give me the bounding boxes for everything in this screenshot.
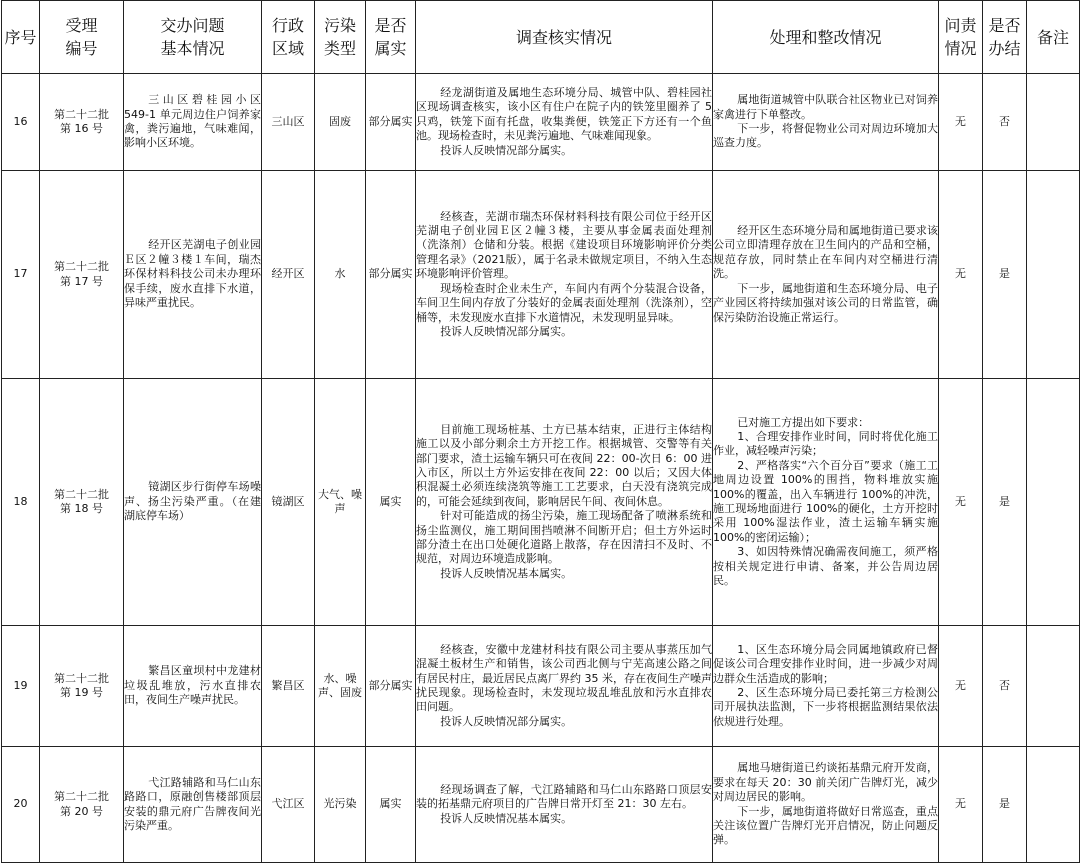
cell-handling: 属地马塘街道已约谈拓基鼎元府开发商，要求在每天 20：30 前关闭广告牌灯光，减少对周边居民的影响。 下一步，属地街道将做好日常巡查，重点关注该位置广告牌灯光开启情况，防止问题反弹。 [713,747,939,863]
cell-issue: 繁昌区童坝村中龙建材垃圾乱堆放，污水直排农田，夜间生产噪声扰民。 [124,626,262,747]
cell-investigation: 经核查，安徽中龙建材科技有限公司主要从事蒸压加气混凝土板材生产和销售，该公司西北侧与宁芜高速公路之间有居民村庄，最近居民点离厂界约 35 米，存在夜间生产噪声扰民现象。现场检查时，未发现垃圾乱堆乱放和污水直排农田问题。 投诉人反映情况部分属实。 [416,626,713,747]
cell-pollution: 水 [315,171,366,379]
cell-verified: 属实 [366,379,416,626]
cell-closed: 否 [983,74,1027,171]
cell-pollution: 光污染 [315,747,366,863]
cell-verified: 部分属实 [366,171,416,379]
cell-handling: 经开区生态环境分局和属地街道已要求该公司立即清理存放在卫生间内的产品和空桶，规范存放，同时禁止在车间内对空桶进行清洗。 下一步，属地街道和生态环境分局、电子产业园区将持续加强对该公司的日常监管，确保污染防治设施正常运行。 [713,171,939,379]
table-row [2,379,1080,626]
cell-district: 镜湖区 [262,379,315,626]
cell-verified: 部分属实 [366,74,416,171]
cell-closed: 是 [983,379,1027,626]
cell-case-no: 第二十二批 第 18 号 [40,379,124,626]
cell-handling: 1、区生态环境分局会同属地镇政府已督促该公司合理安排作业时间，进一步减少对周边群众生活造成的影响； 2、区生态环境分局已委托第三方检测公司开展执法监测，下一步将根据监测结果依法依规进行处理。 [713,626,939,747]
cell-district: 三山区 [262,74,315,171]
cell-accountability: 无 [939,379,983,626]
cell-issue: 镜湖区步行街停车场噪声、扬尘污染严重。（在建湖底停车场） [124,379,262,626]
header-closed: 是否 办结 [983,1,1027,74]
cell-case-no: 第二十二批 第 19 号 [40,626,124,747]
cell-remarks [1027,626,1080,747]
table-row [2,171,1080,379]
cell-district: 弋江区 [262,747,315,863]
cell-accountability: 无 [939,626,983,747]
cell-investigation: 目前施工现场桩基、土方已基本结束，正进行主体结构施工以及小部分剩余土方开挖工作。根据城管、交警等有关部门要求，渣土运输车辆只可在夜间 22：00-次日 6：00 进入市区，所以土方外运安排在夜间 22：00 以后；又因大体积混凝土必须连续浇筑等施工工艺要求，白天没有浇筑完成的，可能会延续到夜间，影响居民午间、夜间休息。 针对可能造成的扬尘污染，施工现场配备了喷淋系统和扬尘监测仪，施工期间围挡喷淋不间断开启；但土方外运时部分渣土在出口处硬化道路上散落，存在因清扫不及时、不规范，对周边环境造成影响。 投诉人反映情况基本属实。 [416,379,713,626]
cell-accountability: 无 [939,74,983,171]
cell-accountability: 无 [939,747,983,863]
cell-case-no: 第二十二批 第 16 号 [40,74,124,171]
table-row [2,74,1080,171]
cell-accountability: 无 [939,171,983,379]
cell-investigation: 经核查，芜湖市瑞杰环保材料科技有限公司位于经开区芜湖电子创业园Ｅ区２幢３楼，主要从事金属表面处理剂（洗涤剂）仓储和分装。根据《建设项目环境影响评价分类管理名录》（2021版），属于名录未做规定项目，不纳入生态环境影响评价管理。 现场检查时企业未生产，车间内有两个分装混合设备，车间卫生间内存放了分装好的金属表面处理剂（洗涤剂），空桶等，未发现废水直排下水道情况，未发现明显异味。 投诉人反映情况部分属实。 [416,171,713,379]
header-remarks: 备注 [1027,1,1080,74]
table-row [2,626,1080,747]
header-case-no: 受理 编号 [40,1,124,74]
cell-issue: 经开区芜湖电子创业园Ｅ区２幢３楼１车间，瑞杰环保材料科技公司未办理环保手续，废水直排下水道，异味严重扰民。 [124,171,262,379]
cell-case-no: 第二十二批 第 17 号 [40,171,124,379]
header-seq: 序号 [2,1,40,74]
cell-seq: 16 [2,74,40,171]
cell-remarks [1027,379,1080,626]
cell-seq: 19 [2,626,40,747]
cell-district: 经开区 [262,171,315,379]
cell-issue: 三山区碧桂园小区 549-1 单元周边住户饲养家禽，粪污遍地，气味难闻，影响小区环境。 [124,74,262,171]
cell-handling: 属地街道城管中队联合社区物业已对饲养家禽进行下单整改。 下一步，将督促物业公司对周边环境加大巡查力度。 [713,74,939,171]
cell-closed: 是 [983,171,1027,379]
cell-seq: 18 [2,379,40,626]
cell-investigation: 经现场调查了解，弋江路辅路和马仁山东路路口顶层安装的拓基鼎元府项目的广告牌日常开灯至 21：30 左右。 投诉人反映情况基本属实。 [416,747,713,863]
header-district: 行政 区域 [262,1,315,74]
header-row [2,1,1080,74]
cell-pollution: 水、噪声、固废 [315,626,366,747]
cell-remarks [1027,171,1080,379]
cell-handling: 已对施工方提出如下要求： 1、合理安排作业时间，同时将优化施工作业，减轻噪声污染； 2、严格落实“六个百分百”要求（施工工地周边设置 100%的围挡，物料堆放实施 100%的覆盖，出入车辆进行 100%的冲洗，施工现场地面进行 100%的硬化，土方开挖时采用 100%湿法作业，渣土运输车辆实施 100%的密闭运输）； 3、如因特殊情况确需夜间施工，须严格按相关规定进行申请、备案，并公告周边居民。 [713,379,939,626]
cell-pollution: 大气、噪声 [315,379,366,626]
header-issue: 交办问题 基本情况 [124,1,262,74]
cell-remarks [1027,74,1080,171]
cell-case-no: 第二十二批 第 20 号 [40,747,124,863]
header-handling: 处理和整改情况 [713,1,939,74]
cell-seq: 17 [2,171,40,379]
cell-verified: 部分属实 [366,626,416,747]
cell-issue: 弋江路辅路和马仁山东路路口，原融创售楼部顶层安装的鼎元府广告牌夜间光污染严重。 [124,747,262,863]
header-verified: 是否 属实 [366,1,416,74]
cell-closed: 否 [983,626,1027,747]
header-accountability: 问责 情况 [939,1,983,74]
cell-seq: 20 [2,747,40,863]
cell-closed: 是 [983,747,1027,863]
header-pollution: 污染 类型 [315,1,366,74]
cell-pollution: 固废 [315,74,366,171]
header-investigation: 调查核实情况 [416,1,713,74]
complaint-table [1,0,1080,863]
cell-investigation: 经龙湖街道及属地生态环境分局、城管中队、碧桂园社区现场调查核实，该小区有住户在院子内的铁笼里圈养了 5 只鸡，铁笼下面有托盘，收集粪便，铁笼正下方还有一个鱼池。现场检查时，未见粪污遍地、气味难闻现象。 投诉人反映情况部分属实。 [416,74,713,171]
cell-verified: 属实 [366,747,416,863]
table-row [2,747,1080,863]
cell-district: 繁昌区 [262,626,315,747]
cell-remarks [1027,747,1080,863]
